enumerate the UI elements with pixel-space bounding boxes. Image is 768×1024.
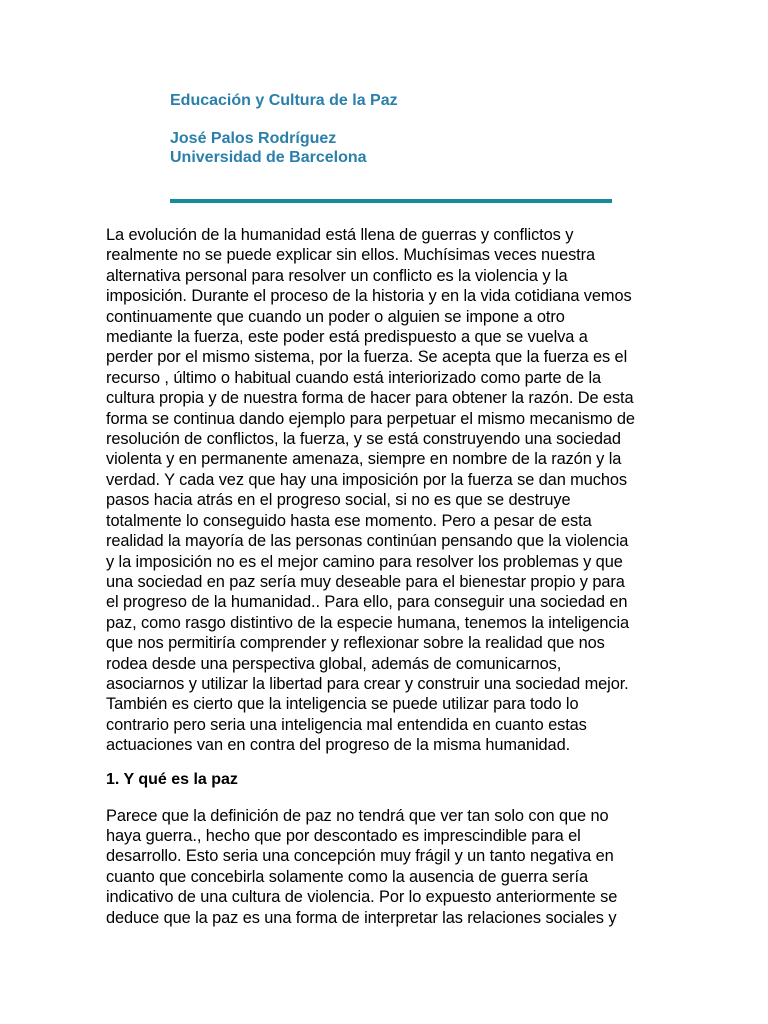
text-line: recurso , último o habitual cuando está interiorizado como parte de la bbox=[106, 368, 602, 387]
text-line: actuaciones van en contra del progreso de la misma humanidad. bbox=[106, 736, 571, 755]
text-line: el progreso de la humanidad.. Para ello, para conseguir una sociedad en bbox=[106, 593, 628, 612]
text-line: violenta y en permanente amenaza, siempre en nombre de la razón y la bbox=[106, 450, 622, 469]
text-line: mediante la fuerza, este poder está predispuesto a que se vuelva a bbox=[106, 328, 588, 347]
text-line: perder por el mismo sistema, por la fuerza. Se acepta que la fuerza es el bbox=[106, 348, 628, 367]
text-line: pasos hacia atrás en el progreso social, si no es que se destruye bbox=[106, 491, 571, 510]
text-line: imposición. Durante el proceso de la historia y en la vida cotidiana vemos bbox=[106, 287, 632, 306]
document-header bbox=[170, 90, 630, 167]
document-body bbox=[106, 225, 662, 928]
text-line: También es cierto que la inteligencia se puede utilizar para todo lo bbox=[106, 695, 579, 714]
text-line: alternativa personal para resolver un conflicto es la violencia y la bbox=[106, 266, 568, 285]
text-line: resolución de conflictos, la fuerza, y se está construyendo una sociedad bbox=[106, 430, 621, 449]
section-heading: 1. Y qué es la paz bbox=[106, 770, 238, 788]
text-line: paz, como rasgo distintivo de la especie humana, tenemos la inteligencia bbox=[106, 613, 630, 632]
text-line: y la imposición no es el mejor camino para resolver los problemas y que bbox=[106, 552, 623, 571]
text-line: cuanto que concebirla solamente como la ausencia de guerra sería bbox=[106, 867, 588, 886]
text-line: La evolución de la humanidad está llena de guerras y conflictos y bbox=[106, 226, 574, 244]
text-line: haya guerra., hecho que por descontado es imprescindible para el bbox=[106, 826, 581, 845]
text-line: Parece que la definición de paz no tendrá que ver tan solo con que no bbox=[106, 806, 609, 825]
author-name: José Palos Rodríguez bbox=[170, 130, 337, 147]
text-line: desarrollo. Esto seria una concepción muy frágil y un tanto negativa en bbox=[106, 847, 614, 866]
author-affiliation: Universidad de Barcelona bbox=[170, 149, 367, 166]
text-line: una sociedad en paz sería muy deseable para el bienestar propio y para bbox=[106, 572, 625, 591]
text-line: indicativo de una cultura de violencia. Por lo expuesto anteriormente se bbox=[106, 888, 618, 907]
header-divider bbox=[170, 199, 612, 203]
text-line: asociarnos y utilizar la libertad para crear y construir una sociedad mejor. bbox=[106, 674, 629, 693]
text-line: que nos permitiría comprender y reflexionar sobre la realidad que nos bbox=[106, 634, 605, 653]
text-line: contrario pero seria una inteligencia mal entendida en cuanto estas bbox=[106, 715, 587, 734]
text-line: realmente no se puede explicar sin ellos. Muchísimas veces nuestra bbox=[106, 246, 596, 265]
text-line: realidad la mayoría de las personas continúan pensando que la violencia bbox=[106, 532, 629, 551]
text-line: deduce que la paz es una forma de interpretar las relaciones sociales y bbox=[106, 908, 617, 927]
text-line: verdad. Y cada vez que hay una imposición por la fuerza se dan muchos bbox=[106, 470, 627, 489]
section-paragraph bbox=[106, 806, 662, 928]
document-title: Educación y Cultura de la Paz bbox=[170, 92, 398, 109]
text-line: cultura propia y de nuestra forma de hacer para obtener la razón. De esta bbox=[106, 389, 634, 408]
text-line: totalmente lo conseguido hasta ese momento. Pero a pesar de esta bbox=[106, 511, 592, 530]
intro-paragraph bbox=[106, 225, 662, 756]
text-line: continuamente que cuando un poder o alguien se impone a otro bbox=[106, 307, 565, 326]
text-line: forma se continua dando ejemplo para perpetuar el mismo mecanismo de bbox=[106, 409, 635, 428]
text-line: rodea desde una perspectiva global, además de comunicarnos, bbox=[106, 654, 562, 673]
